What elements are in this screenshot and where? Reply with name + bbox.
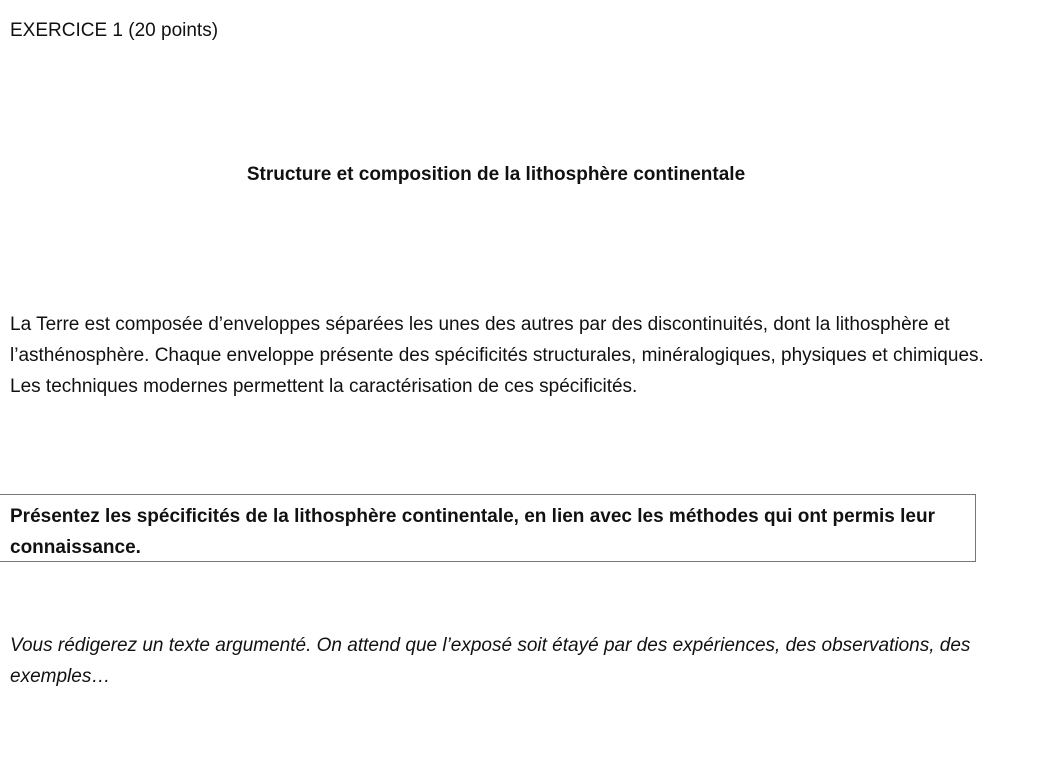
instructions-paragraph: Vous rédigerez un texte argumenté. On attend que l’exposé soit étayé par des expériences, des observations, des exemples… [10, 635, 971, 687]
document-title: Structure et composition de la lithosphère continentale [246, 164, 746, 185]
intro-paragraph: La Terre est composée d’enveloppes séparées les unes des autres par des discontinuités, dont la lithosphère et l’asthénosphère. Chaque enveloppe présente des spécificités structurales, minéralogiques, physiques et chimiques. Les techniques modernes permettent la caractérisation de ces spécificités. [10, 314, 984, 397]
exercise-heading: EXERCICE 1 (20 points) [10, 20, 219, 41]
task-text: Présentez les spécificités de la lithosphère continentale, en lien avec les méthodes qui ont permis leur connaissance. [10, 506, 935, 558]
task-box [0, 494, 976, 562]
